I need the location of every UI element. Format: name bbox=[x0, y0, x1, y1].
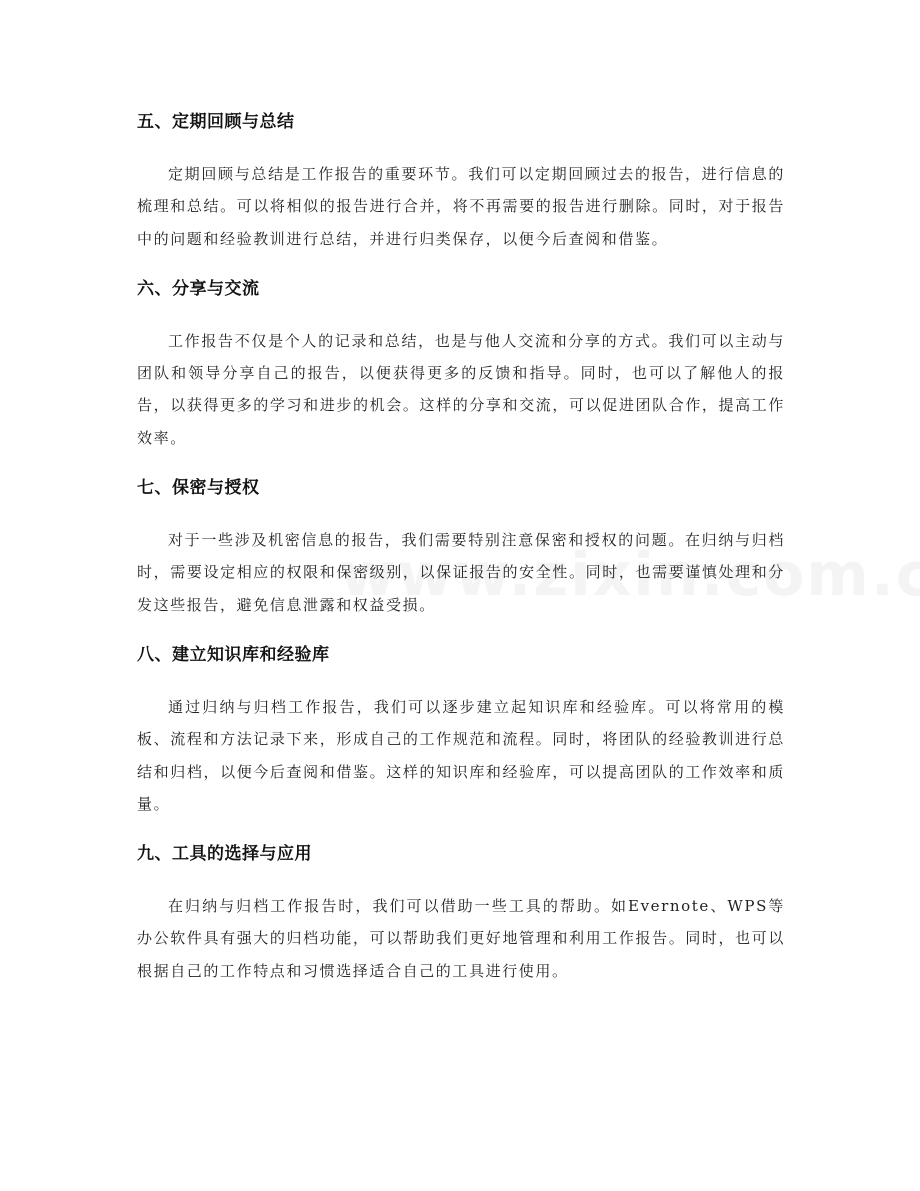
section-title: 六、分享与交流 bbox=[137, 278, 260, 299]
section-title: 八、建立知识库和经验库 bbox=[137, 644, 330, 665]
section-paragraph: 工作报告不仅是个人的记录和总结，也是与他人交流和分享的方式。我们可以主动与团队和领导分享自己的报告，以便获得更多的反馈和指导。同时，也可以了解他人的报告，以获得更多的学习和进步的机会。这样的分享和交流，可以促进团队合作，提高工作效率。 bbox=[137, 331, 785, 447]
section-title: 九、工具的选择与应用 bbox=[137, 844, 312, 865]
section-review-summary bbox=[137, 104, 785, 255]
section-confidentiality-authorization bbox=[137, 470, 785, 621]
document-content bbox=[137, 104, 785, 1003]
section-share-communicate bbox=[137, 271, 785, 454]
section-tools bbox=[137, 836, 785, 987]
section-knowledge-base bbox=[137, 637, 785, 820]
section-paragraph: 定期回顾与总结是工作报告的重要环节。我们可以定期回顾过去的报告，进行信息的梳理和总结。可以将相似的报告进行合并，将不再需要的报告进行删除。同时，对于报告中的问题和经验教训进行总结，并进行归类保存，以便今后查阅和借鉴。 bbox=[137, 165, 785, 248]
section-paragraph: 在归纳与归档工作报告时，我们可以借助一些工具的帮助。如Evernote、WPS等办公软件具有强大的归档功能，可以帮助我们更好地管理和利用工作报告。同时，也可以根据自己的工作特点和习惯选择适合自己的工具进行使用。 bbox=[137, 897, 785, 980]
section-title: 五、定期回顾与总结 bbox=[137, 112, 295, 132]
section-paragraph: 对于一些涉及机密信息的报告，我们需要特别注意保密和授权的问题。在归纳与归档时，需要设定相应的权限和保密级别，以保证报告的安全性。同时，也需要谨慎处理和分发这些报告，避免信息泄露和权益受损。 bbox=[137, 531, 785, 614]
section-paragraph: 通过归纳与归档工作报告，我们可以逐步建立起知识库和经验库。可以将常用的模板、流程和方法记录下来，形成自己的工作规范和流程。同时，将团队的经验教训进行总结和归档，以便今后查阅和借鉴。这样的知识库和经验库，可以提高团队的工作效率和质量。 bbox=[137, 697, 785, 813]
section-title: 七、保密与授权 bbox=[137, 478, 260, 499]
